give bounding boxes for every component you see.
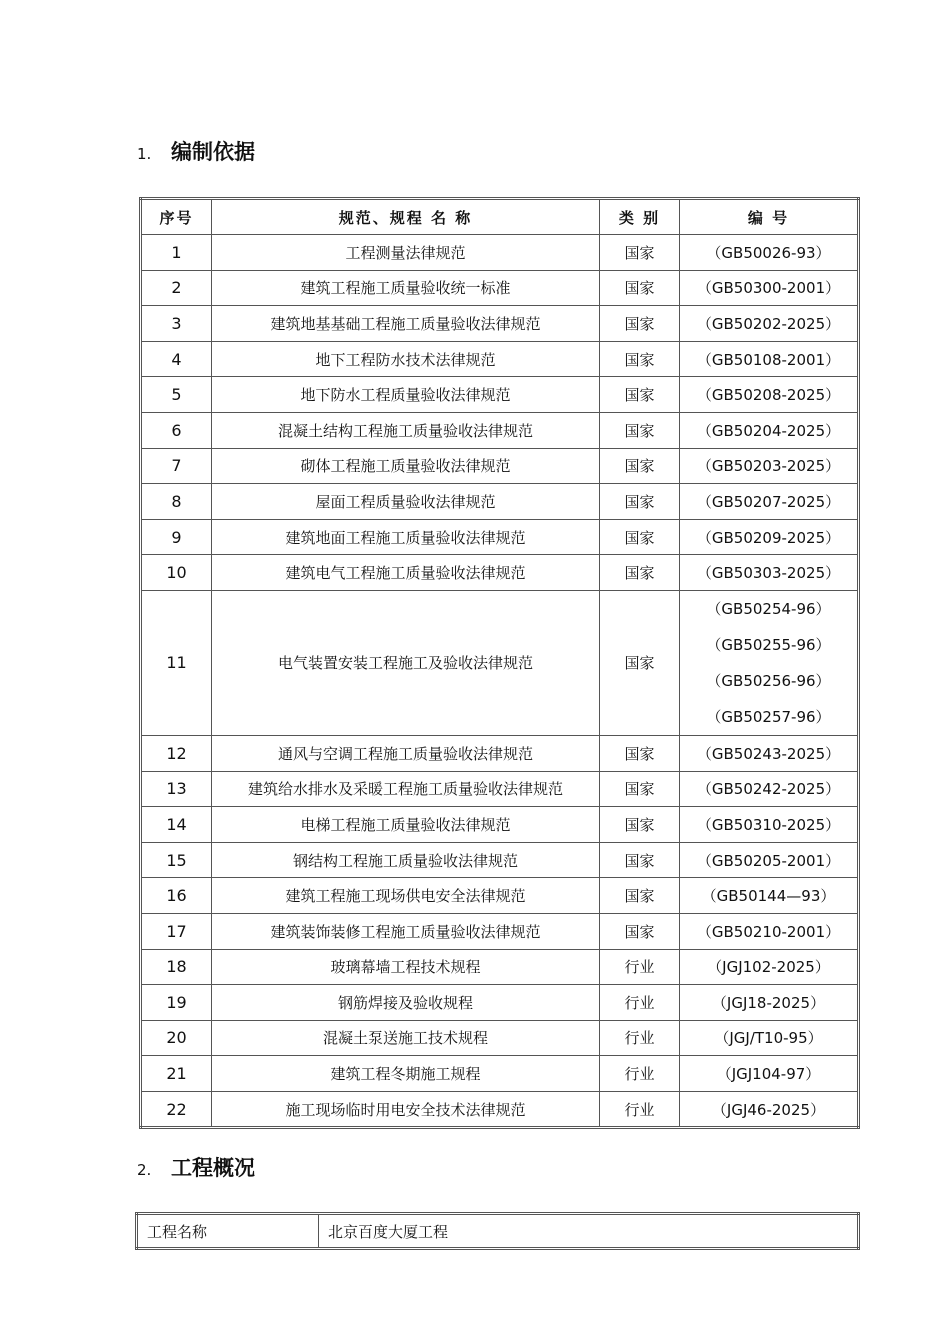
row-serial: 12	[141, 735, 212, 771]
row-category: 国家	[600, 590, 680, 735]
row-serial: 10	[141, 555, 212, 591]
row-category: 行业	[600, 985, 680, 1021]
header-category: 类 别	[600, 199, 680, 235]
row-name: 钢筋焊接及验收规程	[212, 985, 600, 1021]
row-serial: 19	[141, 985, 212, 1021]
table-row	[141, 913, 859, 949]
row-name: 施工现场临时用电安全技术法律规范	[212, 1091, 600, 1128]
section-1-number: 1.	[137, 145, 152, 163]
project-name-label: 工程名称	[137, 1214, 319, 1249]
row-category: 行业	[600, 949, 680, 985]
row-serial: 11	[141, 590, 212, 735]
row-codes: （GB50144—93）	[680, 878, 859, 914]
table-row	[137, 1214, 859, 1249]
section-1-heading	[137, 136, 255, 166]
row-codes: （GB50202-2025）	[680, 306, 859, 342]
row-serial: 7	[141, 448, 212, 484]
header-code: 编 号	[680, 199, 859, 235]
row-codes: （GB50300-2001）	[680, 270, 859, 306]
row-name: 建筑工程施工现场供电安全法律规范	[212, 878, 600, 914]
row-category: 国家	[600, 878, 680, 914]
row-codes: （GB50208-2025）	[680, 377, 859, 413]
row-name: 工程测量法律规范	[212, 235, 600, 271]
row-serial: 8	[141, 484, 212, 520]
row-serial: 5	[141, 377, 212, 413]
row-codes: （GB50205-2001）	[680, 842, 859, 878]
row-serial: 16	[141, 878, 212, 914]
table-row	[141, 949, 859, 985]
row-codes: （GB50026-93）	[680, 235, 859, 271]
table-row	[141, 412, 859, 448]
table-row	[141, 519, 859, 555]
row-name: 地下防水工程质量验收法律规范	[212, 377, 600, 413]
table-row	[141, 807, 859, 843]
row-serial: 4	[141, 341, 212, 377]
row-codes: （GB50242-2025）	[680, 771, 859, 807]
row-name: 电梯工程施工质量验收法律规范	[212, 807, 600, 843]
row-code: （GB50256-96）	[706, 671, 831, 690]
row-name: 玻璃幕墙工程技术规程	[212, 949, 600, 985]
row-serial: 13	[141, 771, 212, 807]
row-serial: 3	[141, 306, 212, 342]
table-row	[141, 484, 859, 520]
row-name: 建筑工程施工质量验收统一标准	[212, 270, 600, 306]
table-row	[141, 771, 859, 807]
table-row	[141, 235, 859, 271]
row-codes: （GB50207-2025）	[680, 484, 859, 520]
row-category: 行业	[600, 1056, 680, 1092]
project-name-value: 北京百度大厦工程	[319, 1214, 859, 1249]
row-category: 国家	[600, 484, 680, 520]
table-row	[141, 1020, 859, 1056]
row-codes: （JGJ18-2025）	[680, 985, 859, 1021]
table-row	[141, 555, 859, 591]
section-2-title: 工程概况	[171, 1156, 255, 1180]
row-category: 国家	[600, 235, 680, 271]
row-name: 砌体工程施工质量验收法律规范	[212, 448, 600, 484]
table-row	[141, 1091, 859, 1128]
row-codes: （JGJ/T10-95）	[680, 1020, 859, 1056]
row-codes: （JGJ46-2025）	[680, 1091, 859, 1128]
row-name: 电气装置安装工程施工及验收法律规范	[212, 590, 600, 735]
row-serial: 15	[141, 842, 212, 878]
row-serial: 17	[141, 913, 212, 949]
row-serial: 1	[141, 235, 212, 271]
row-codes: （GB50210-2001）	[680, 913, 859, 949]
row-category: 国家	[600, 448, 680, 484]
header-serial: 序号	[141, 199, 212, 235]
row-category: 国家	[600, 555, 680, 591]
row-name: 地下工程防水技术法律规范	[212, 341, 600, 377]
norms-table	[139, 197, 860, 1129]
row-code: （GB50257-96）	[706, 707, 831, 726]
row-name: 屋面工程质量验收法律规范	[212, 484, 600, 520]
row-name: 建筑装饰装修工程施工质量验收法律规范	[212, 913, 600, 949]
table-row	[141, 985, 859, 1021]
table-row	[141, 735, 859, 771]
section-1-title: 编制依据	[171, 140, 255, 164]
table-row	[141, 842, 859, 878]
header-name: 规范、规程 名 称	[212, 199, 600, 235]
row-name: 建筑地基基础工程施工质量验收法律规范	[212, 306, 600, 342]
row-serial: 21	[141, 1056, 212, 1092]
row-serial: 14	[141, 807, 212, 843]
row-codes	[680, 590, 859, 735]
row-name: 建筑工程冬期施工规程	[212, 1056, 600, 1092]
row-serial: 20	[141, 1020, 212, 1056]
row-category: 国家	[600, 519, 680, 555]
row-name: 建筑给水排水及采暖工程施工质量验收法律规范	[212, 771, 600, 807]
row-name: 混凝土结构工程施工质量验收法律规范	[212, 412, 600, 448]
row-serial: 9	[141, 519, 212, 555]
row-codes: （GB50209-2025）	[680, 519, 859, 555]
row-name: 钢结构工程施工质量验收法律规范	[212, 842, 600, 878]
table-row	[141, 1056, 859, 1092]
row-category: 国家	[600, 412, 680, 448]
table-row	[141, 878, 859, 914]
table-row	[141, 377, 859, 413]
row-name: 建筑电气工程施工质量验收法律规范	[212, 555, 600, 591]
row-category: 国家	[600, 377, 680, 413]
row-code: （GB50255-96）	[706, 635, 831, 654]
row-category: 国家	[600, 306, 680, 342]
table-row	[141, 590, 859, 735]
row-name: 混凝土泵送施工技术规程	[212, 1020, 600, 1056]
row-serial: 18	[141, 949, 212, 985]
row-codes: （JGJ104-97）	[680, 1056, 859, 1092]
row-codes: （GB50204-2025）	[680, 412, 859, 448]
section-2-number: 2.	[137, 1161, 152, 1179]
row-codes: （GB50108-2001）	[680, 341, 859, 377]
row-serial: 22	[141, 1091, 212, 1128]
row-name: 通风与空调工程施工质量验收法律规范	[212, 735, 600, 771]
row-codes: （JGJ102-2025）	[680, 949, 859, 985]
row-serial: 6	[141, 412, 212, 448]
table-row	[141, 306, 859, 342]
row-category: 行业	[600, 1020, 680, 1056]
overview-table	[135, 1212, 860, 1250]
row-category: 国家	[600, 913, 680, 949]
row-serial: 2	[141, 270, 212, 306]
row-category: 国家	[600, 842, 680, 878]
row-category: 国家	[600, 270, 680, 306]
row-category: 国家	[600, 341, 680, 377]
table-row	[141, 270, 859, 306]
row-name: 建筑地面工程施工质量验收法律规范	[212, 519, 600, 555]
row-codes: （GB50310-2025）	[680, 807, 859, 843]
row-codes: （GB50203-2025）	[680, 448, 859, 484]
row-category: 国家	[600, 807, 680, 843]
row-category: 国家	[600, 735, 680, 771]
row-codes: （GB50243-2025）	[680, 735, 859, 771]
norms-table-header-row	[141, 199, 859, 235]
row-category: 国家	[600, 771, 680, 807]
section-2-heading	[137, 1152, 255, 1182]
table-row	[141, 341, 859, 377]
table-row	[141, 448, 859, 484]
row-category: 行业	[600, 1091, 680, 1128]
row-codes: （GB50303-2025）	[680, 555, 859, 591]
row-code: （GB50254-96）	[706, 599, 831, 618]
